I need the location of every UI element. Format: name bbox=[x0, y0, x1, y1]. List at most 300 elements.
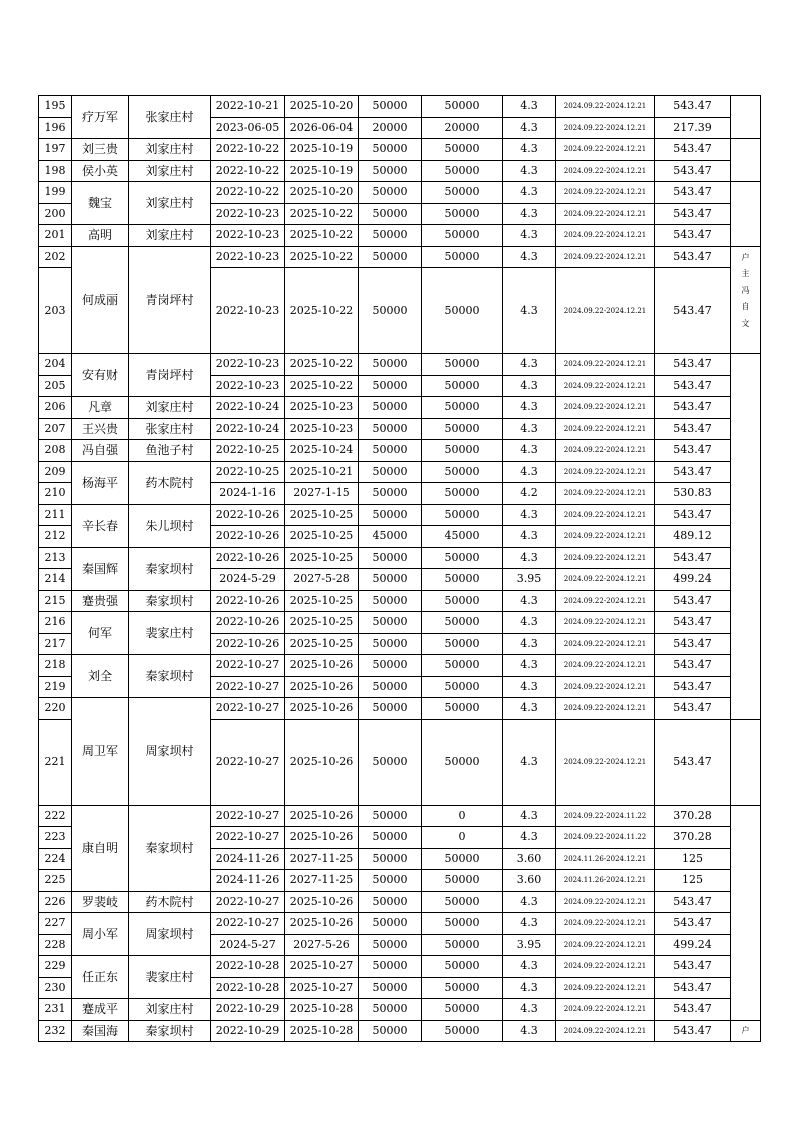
row-number: 214 bbox=[39, 569, 72, 591]
interest-period: 2024.09.22-2024.12.21 bbox=[556, 977, 655, 999]
interest-amount: 543.47 bbox=[655, 354, 731, 376]
interest-amount: 543.47 bbox=[655, 999, 731, 1021]
borrower-name: 蹇成平 bbox=[72, 999, 129, 1021]
start-date: 2024-11-26 bbox=[211, 870, 285, 892]
borrower-name: 辛长春 bbox=[72, 504, 129, 547]
end-date: 2025-10-19 bbox=[285, 160, 359, 182]
loan-amount: 50000 bbox=[359, 891, 422, 913]
loan-amount: 50000 bbox=[359, 719, 422, 805]
interest-period: 2024.09.22-2024.12.21 bbox=[556, 999, 655, 1021]
interest-period: 2024.09.22-2024.12.21 bbox=[556, 698, 655, 720]
row-number: 205 bbox=[39, 375, 72, 397]
end-date: 2027-11-25 bbox=[285, 848, 359, 870]
village-name: 刘家庄村 bbox=[129, 225, 211, 247]
table-row bbox=[39, 461, 761, 483]
row-number: 202 bbox=[39, 246, 72, 268]
loan-balance: 50000 bbox=[422, 1020, 503, 1042]
start-date: 2022-10-23 bbox=[211, 225, 285, 247]
village-name: 刘家庄村 bbox=[129, 139, 211, 161]
loan-amount: 50000 bbox=[359, 999, 422, 1021]
interest-period: 2024.09.22-2024.12.21 bbox=[556, 96, 655, 118]
interest-rate: 4.3 bbox=[503, 913, 556, 935]
interest-amount: 543.47 bbox=[655, 719, 731, 805]
row-number: 211 bbox=[39, 504, 72, 526]
borrower-name: 蹇贵强 bbox=[72, 590, 129, 612]
interest-period: 2024.09.22-2024.12.21 bbox=[556, 203, 655, 225]
interest-rate: 4.3 bbox=[503, 96, 556, 118]
interest-rate: 4.3 bbox=[503, 440, 556, 462]
borrower-name: 任正东 bbox=[72, 956, 129, 999]
loan-balance: 50000 bbox=[422, 504, 503, 526]
interest-amount: 489.12 bbox=[655, 526, 731, 548]
loan-amount: 50000 bbox=[359, 934, 422, 956]
borrower-name: 侯小英 bbox=[72, 160, 129, 182]
start-date: 2022-10-23 bbox=[211, 203, 285, 225]
interest-rate: 4.3 bbox=[503, 504, 556, 526]
row-number: 224 bbox=[39, 848, 72, 870]
row-number: 196 bbox=[39, 117, 72, 139]
interest-period: 2024.09.22-2024.12.21 bbox=[556, 719, 655, 805]
interest-period: 2024.09.22-2024.12.21 bbox=[556, 160, 655, 182]
table-row bbox=[39, 139, 761, 161]
start-date: 2022-10-28 bbox=[211, 956, 285, 978]
borrower-name: 魏宝 bbox=[72, 182, 129, 225]
table-row bbox=[39, 160, 761, 182]
start-date: 2022-10-26 bbox=[211, 526, 285, 548]
end-date: 2025-10-26 bbox=[285, 913, 359, 935]
interest-period: 2024.09.22-2024.12.21 bbox=[556, 633, 655, 655]
village-name: 刘家庄村 bbox=[129, 999, 211, 1021]
loan-amount: 50000 bbox=[359, 913, 422, 935]
start-date: 2022-10-22 bbox=[211, 160, 285, 182]
interest-rate: 4.3 bbox=[503, 547, 556, 569]
loan-balance: 50000 bbox=[422, 870, 503, 892]
loan-balance: 50000 bbox=[422, 182, 503, 204]
table-row bbox=[39, 354, 761, 376]
remark-cell bbox=[731, 246, 761, 354]
row-number: 220 bbox=[39, 698, 72, 720]
table-row bbox=[39, 547, 761, 569]
loan-amount: 50000 bbox=[359, 418, 422, 440]
loan-amount: 50000 bbox=[359, 827, 422, 849]
start-date: 2024-5-27 bbox=[211, 934, 285, 956]
loan-amount: 50000 bbox=[359, 461, 422, 483]
interest-rate: 4.3 bbox=[503, 268, 556, 354]
end-date: 2027-5-28 bbox=[285, 569, 359, 591]
interest-amount: 499.24 bbox=[655, 934, 731, 956]
interest-amount: 543.47 bbox=[655, 268, 731, 354]
row-number: 204 bbox=[39, 354, 72, 376]
start-date: 2022-10-27 bbox=[211, 891, 285, 913]
table-row bbox=[39, 956, 761, 978]
start-date: 2022-10-26 bbox=[211, 633, 285, 655]
interest-amount: 543.47 bbox=[655, 913, 731, 935]
interest-period: 2024.09.22-2024.12.21 bbox=[556, 397, 655, 419]
loan-amount: 45000 bbox=[359, 526, 422, 548]
loan-amount: 50000 bbox=[359, 203, 422, 225]
interest-rate: 4.2 bbox=[503, 483, 556, 505]
interest-amount: 543.47 bbox=[655, 612, 731, 634]
loan-balance: 50000 bbox=[422, 569, 503, 591]
end-date: 2025-10-26 bbox=[285, 719, 359, 805]
end-date: 2025-10-25 bbox=[285, 612, 359, 634]
interest-rate: 4.3 bbox=[503, 633, 556, 655]
interest-amount: 543.47 bbox=[655, 977, 731, 999]
table-row bbox=[39, 397, 761, 419]
loan-amount: 50000 bbox=[359, 547, 422, 569]
interest-period: 2024.09.22-2024.12.21 bbox=[556, 225, 655, 247]
end-date: 2026-06-04 bbox=[285, 117, 359, 139]
loan-amount: 50000 bbox=[359, 848, 422, 870]
interest-period: 2024.09.22-2024.12.21 bbox=[556, 268, 655, 354]
interest-rate: 4.3 bbox=[503, 225, 556, 247]
interest-rate: 4.3 bbox=[503, 182, 556, 204]
interest-amount: 543.47 bbox=[655, 203, 731, 225]
end-date: 2025-10-25 bbox=[285, 504, 359, 526]
end-date: 2025-10-23 bbox=[285, 418, 359, 440]
interest-amount: 543.47 bbox=[655, 440, 731, 462]
loan-amount: 50000 bbox=[359, 1020, 422, 1042]
loan-balance: 50000 bbox=[422, 203, 503, 225]
row-number: 197 bbox=[39, 139, 72, 161]
loan-amount: 50000 bbox=[359, 676, 422, 698]
start-date: 2022-10-27 bbox=[211, 719, 285, 805]
row-number: 198 bbox=[39, 160, 72, 182]
interest-amount: 543.47 bbox=[655, 397, 731, 419]
loan-amount: 20000 bbox=[359, 117, 422, 139]
interest-amount: 543.47 bbox=[655, 246, 731, 268]
loan-amount: 50000 bbox=[359, 805, 422, 827]
remark-cell bbox=[731, 96, 761, 139]
borrower-name: 冯自强 bbox=[72, 440, 129, 462]
start-date: 2022-10-24 bbox=[211, 397, 285, 419]
interest-period: 2024.09.22-2024.12.21 bbox=[556, 461, 655, 483]
end-date: 2025-10-27 bbox=[285, 977, 359, 999]
end-date: 2025-10-20 bbox=[285, 182, 359, 204]
interest-period: 2024.09.22-2024.12.21 bbox=[556, 526, 655, 548]
interest-rate: 3.60 bbox=[503, 870, 556, 892]
interest-rate: 4.3 bbox=[503, 590, 556, 612]
row-number: 222 bbox=[39, 805, 72, 827]
row-number: 199 bbox=[39, 182, 72, 204]
start-date: 2022-10-26 bbox=[211, 504, 285, 526]
interest-rate: 4.3 bbox=[503, 1020, 556, 1042]
village-name: 药木院村 bbox=[129, 461, 211, 504]
interest-amount: 543.47 bbox=[655, 182, 731, 204]
village-name: 青岗坪村 bbox=[129, 354, 211, 397]
interest-rate: 4.3 bbox=[503, 117, 556, 139]
interest-rate: 4.3 bbox=[503, 203, 556, 225]
interest-period: 2024.09.22-2024.12.21 bbox=[556, 676, 655, 698]
interest-amount: 370.28 bbox=[655, 827, 731, 849]
table-row bbox=[39, 999, 761, 1021]
start-date: 2022-10-24 bbox=[211, 418, 285, 440]
interest-period: 2024.09.22-2024.12.21 bbox=[556, 655, 655, 677]
start-date: 2022-10-27 bbox=[211, 913, 285, 935]
remark-cell bbox=[731, 182, 761, 247]
start-date: 2024-11-26 bbox=[211, 848, 285, 870]
interest-amount: 543.47 bbox=[655, 375, 731, 397]
borrower-name: 罗裴岐 bbox=[72, 891, 129, 913]
interest-amount: 125 bbox=[655, 870, 731, 892]
end-date: 2025-10-20 bbox=[285, 96, 359, 118]
village-name: 周家坝村 bbox=[129, 698, 211, 806]
loan-balance: 50000 bbox=[422, 483, 503, 505]
remark-cell bbox=[731, 1020, 761, 1042]
row-number: 206 bbox=[39, 397, 72, 419]
start-date: 2022-10-27 bbox=[211, 805, 285, 827]
end-date: 2025-10-27 bbox=[285, 956, 359, 978]
start-date: 2024-5-29 bbox=[211, 569, 285, 591]
table-row bbox=[39, 805, 761, 827]
start-date: 2022-10-27 bbox=[211, 676, 285, 698]
loan-amount: 50000 bbox=[359, 182, 422, 204]
borrower-name: 刘三贵 bbox=[72, 139, 129, 161]
interest-amount: 530.83 bbox=[655, 483, 731, 505]
table-row bbox=[39, 96, 761, 118]
row-number: 227 bbox=[39, 913, 72, 935]
loan-balance: 50000 bbox=[422, 139, 503, 161]
end-date: 2025-10-28 bbox=[285, 1020, 359, 1042]
remark-cell bbox=[731, 805, 761, 1020]
end-date: 2025-10-22 bbox=[285, 354, 359, 376]
interest-period: 2024.11.26-2024.12.21 bbox=[556, 870, 655, 892]
interest-period: 2024.11.26-2024.12.21 bbox=[556, 848, 655, 870]
start-date: 2022-10-29 bbox=[211, 999, 285, 1021]
loan-balance: 50000 bbox=[422, 698, 503, 720]
interest-period: 2024.09.22-2024.12.21 bbox=[556, 139, 655, 161]
loan-amount: 50000 bbox=[359, 246, 422, 268]
interest-rate: 4.3 bbox=[503, 676, 556, 698]
row-number: 213 bbox=[39, 547, 72, 569]
loan-amount: 50000 bbox=[359, 354, 422, 376]
loan-balance: 50000 bbox=[422, 246, 503, 268]
end-date: 2025-10-26 bbox=[285, 655, 359, 677]
start-date: 2022-10-27 bbox=[211, 827, 285, 849]
borrower-name: 周小军 bbox=[72, 913, 129, 956]
row-number: 215 bbox=[39, 590, 72, 612]
loan-balance: 50000 bbox=[422, 934, 503, 956]
table-row bbox=[39, 440, 761, 462]
interest-rate: 4.3 bbox=[503, 418, 556, 440]
table-row bbox=[39, 182, 761, 204]
village-name: 秦家坝村 bbox=[129, 547, 211, 590]
loan-balance: 50000 bbox=[422, 590, 503, 612]
end-date: 2025-10-26 bbox=[285, 698, 359, 720]
loan-amount: 50000 bbox=[359, 956, 422, 978]
row-number: 228 bbox=[39, 934, 72, 956]
loan-balance: 50000 bbox=[422, 354, 503, 376]
interest-amount: 543.47 bbox=[655, 1020, 731, 1042]
row-number: 208 bbox=[39, 440, 72, 462]
interest-period: 2024.09.22-2024.12.21 bbox=[556, 504, 655, 526]
interest-rate: 4.3 bbox=[503, 891, 556, 913]
borrower-name: 何军 bbox=[72, 612, 129, 655]
loan-amount: 50000 bbox=[359, 160, 422, 182]
end-date: 2025-10-23 bbox=[285, 397, 359, 419]
loan-balance: 20000 bbox=[422, 117, 503, 139]
loan-balance: 50000 bbox=[422, 956, 503, 978]
start-date: 2022-10-23 bbox=[211, 375, 285, 397]
interest-amount: 217.39 bbox=[655, 117, 731, 139]
table-row bbox=[39, 504, 761, 526]
interest-amount: 543.47 bbox=[655, 655, 731, 677]
start-date: 2022-10-26 bbox=[211, 612, 285, 634]
start-date: 2022-10-21 bbox=[211, 96, 285, 118]
borrower-name: 疗万军 bbox=[72, 96, 129, 139]
interest-period: 2024.09.22-2024.12.21 bbox=[556, 483, 655, 505]
loan-table bbox=[38, 95, 761, 1042]
row-number: 231 bbox=[39, 999, 72, 1021]
row-number: 226 bbox=[39, 891, 72, 913]
interest-period: 2024.09.22-2024.12.21 bbox=[556, 956, 655, 978]
loan-amount: 50000 bbox=[359, 569, 422, 591]
interest-rate: 4.3 bbox=[503, 139, 556, 161]
row-number: 195 bbox=[39, 96, 72, 118]
loan-balance: 50000 bbox=[422, 160, 503, 182]
end-date: 2025-10-26 bbox=[285, 891, 359, 913]
row-number: 230 bbox=[39, 977, 72, 999]
loan-balance: 50000 bbox=[422, 397, 503, 419]
interest-rate: 3.60 bbox=[503, 848, 556, 870]
loan-balance: 50000 bbox=[422, 633, 503, 655]
row-number: 218 bbox=[39, 655, 72, 677]
village-name: 秦家坝村 bbox=[129, 805, 211, 891]
end-date: 2025-10-28 bbox=[285, 999, 359, 1021]
interest-amount: 543.47 bbox=[655, 96, 731, 118]
interest-period: 2024.09.22-2024.11.22 bbox=[556, 827, 655, 849]
start-date: 2022-10-25 bbox=[211, 440, 285, 462]
interest-amount: 543.47 bbox=[655, 461, 731, 483]
village-name: 秦家坝村 bbox=[129, 1020, 211, 1042]
loan-balance: 0 bbox=[422, 827, 503, 849]
start-date: 2024-1-16 bbox=[211, 483, 285, 505]
interest-amount: 543.47 bbox=[655, 547, 731, 569]
remark-char: 文 bbox=[741, 318, 750, 328]
loan-balance: 50000 bbox=[422, 375, 503, 397]
loan-balance: 50000 bbox=[422, 999, 503, 1021]
end-date: 2027-11-25 bbox=[285, 870, 359, 892]
village-name: 刘家庄村 bbox=[129, 182, 211, 225]
loan-amount: 50000 bbox=[359, 504, 422, 526]
interest-rate: 4.3 bbox=[503, 397, 556, 419]
borrower-name: 何成丽 bbox=[72, 246, 129, 354]
village-name: 周家坝村 bbox=[129, 913, 211, 956]
interest-rate: 3.95 bbox=[503, 569, 556, 591]
interest-amount: 543.47 bbox=[655, 139, 731, 161]
borrower-name: 王兴贵 bbox=[72, 418, 129, 440]
interest-period: 2024.09.22-2024.12.21 bbox=[556, 117, 655, 139]
interest-amount: 543.47 bbox=[655, 418, 731, 440]
loan-balance: 50000 bbox=[422, 418, 503, 440]
interest-period: 2024.09.22-2024.12.21 bbox=[556, 440, 655, 462]
interest-amount: 125 bbox=[655, 848, 731, 870]
row-number: 217 bbox=[39, 633, 72, 655]
remark-char: 主 bbox=[741, 269, 750, 278]
borrower-name: 秦国海 bbox=[72, 1020, 129, 1042]
loan-table-body bbox=[39, 96, 761, 1042]
interest-rate: 4.3 bbox=[503, 354, 556, 376]
loan-amount: 50000 bbox=[359, 440, 422, 462]
interest-amount: 499.24 bbox=[655, 569, 731, 591]
interest-amount: 543.47 bbox=[655, 160, 731, 182]
row-number: 201 bbox=[39, 225, 72, 247]
interest-period: 2024.09.22-2024.12.21 bbox=[556, 934, 655, 956]
row-number: 216 bbox=[39, 612, 72, 634]
table-row bbox=[39, 1020, 761, 1042]
interest-rate: 4.3 bbox=[503, 461, 556, 483]
interest-period: 2024.09.22-2024.12.21 bbox=[556, 375, 655, 397]
loan-amount: 50000 bbox=[359, 612, 422, 634]
borrower-name: 周卫军 bbox=[72, 698, 129, 806]
interest-rate: 4.3 bbox=[503, 999, 556, 1021]
interest-amount: 543.47 bbox=[655, 633, 731, 655]
interest-rate: 3.95 bbox=[503, 934, 556, 956]
end-date: 2025-10-22 bbox=[285, 246, 359, 268]
interest-rate: 4.3 bbox=[503, 827, 556, 849]
interest-amount: 543.47 bbox=[655, 891, 731, 913]
village-name: 药木院村 bbox=[129, 891, 211, 913]
remark-cell bbox=[731, 354, 761, 720]
loan-balance: 50000 bbox=[422, 268, 503, 354]
interest-rate: 4.3 bbox=[503, 655, 556, 677]
interest-period: 2024.09.22-2024.12.21 bbox=[556, 891, 655, 913]
interest-rate: 4.3 bbox=[503, 977, 556, 999]
loan-balance: 50000 bbox=[422, 676, 503, 698]
village-name: 裴家庄村 bbox=[129, 612, 211, 655]
interest-period: 2024.09.22-2024.11.22 bbox=[556, 805, 655, 827]
end-date: 2025-10-25 bbox=[285, 590, 359, 612]
start-date: 2022-10-27 bbox=[211, 655, 285, 677]
row-number: 212 bbox=[39, 526, 72, 548]
village-name: 张家庄村 bbox=[129, 418, 211, 440]
interest-period: 2024.09.22-2024.12.21 bbox=[556, 590, 655, 612]
interest-amount: 370.28 bbox=[655, 805, 731, 827]
loan-amount: 50000 bbox=[359, 655, 422, 677]
remark-char: 户 bbox=[741, 1026, 750, 1036]
interest-period: 2024.09.22-2024.12.21 bbox=[556, 182, 655, 204]
loan-balance: 50000 bbox=[422, 891, 503, 913]
interest-period: 2024.09.22-2024.12.21 bbox=[556, 547, 655, 569]
loan-amount: 50000 bbox=[359, 397, 422, 419]
interest-amount: 543.47 bbox=[655, 225, 731, 247]
interest-amount: 543.47 bbox=[655, 956, 731, 978]
village-name: 刘家庄村 bbox=[129, 160, 211, 182]
loan-amount: 50000 bbox=[359, 977, 422, 999]
loan-amount: 50000 bbox=[359, 268, 422, 354]
end-date: 2027-5-26 bbox=[285, 934, 359, 956]
remark-char: 自 bbox=[741, 302, 750, 311]
remark-char: 户 bbox=[741, 252, 750, 262]
row-number: 207 bbox=[39, 418, 72, 440]
row-number: 229 bbox=[39, 956, 72, 978]
end-date: 2027-1-15 bbox=[285, 483, 359, 505]
row-number: 223 bbox=[39, 827, 72, 849]
end-date: 2025-10-25 bbox=[285, 633, 359, 655]
loan-balance: 50000 bbox=[422, 848, 503, 870]
village-name: 张家庄村 bbox=[129, 96, 211, 139]
row-number: 232 bbox=[39, 1020, 72, 1042]
table-row bbox=[39, 225, 761, 247]
start-date: 2022-10-23 bbox=[211, 268, 285, 354]
table-row bbox=[39, 590, 761, 612]
end-date: 2025-10-22 bbox=[285, 375, 359, 397]
row-number: 225 bbox=[39, 870, 72, 892]
loan-amount: 50000 bbox=[359, 633, 422, 655]
loan-amount: 50000 bbox=[359, 96, 422, 118]
village-name: 青岗坪村 bbox=[129, 246, 211, 354]
start-date: 2022-10-23 bbox=[211, 354, 285, 376]
